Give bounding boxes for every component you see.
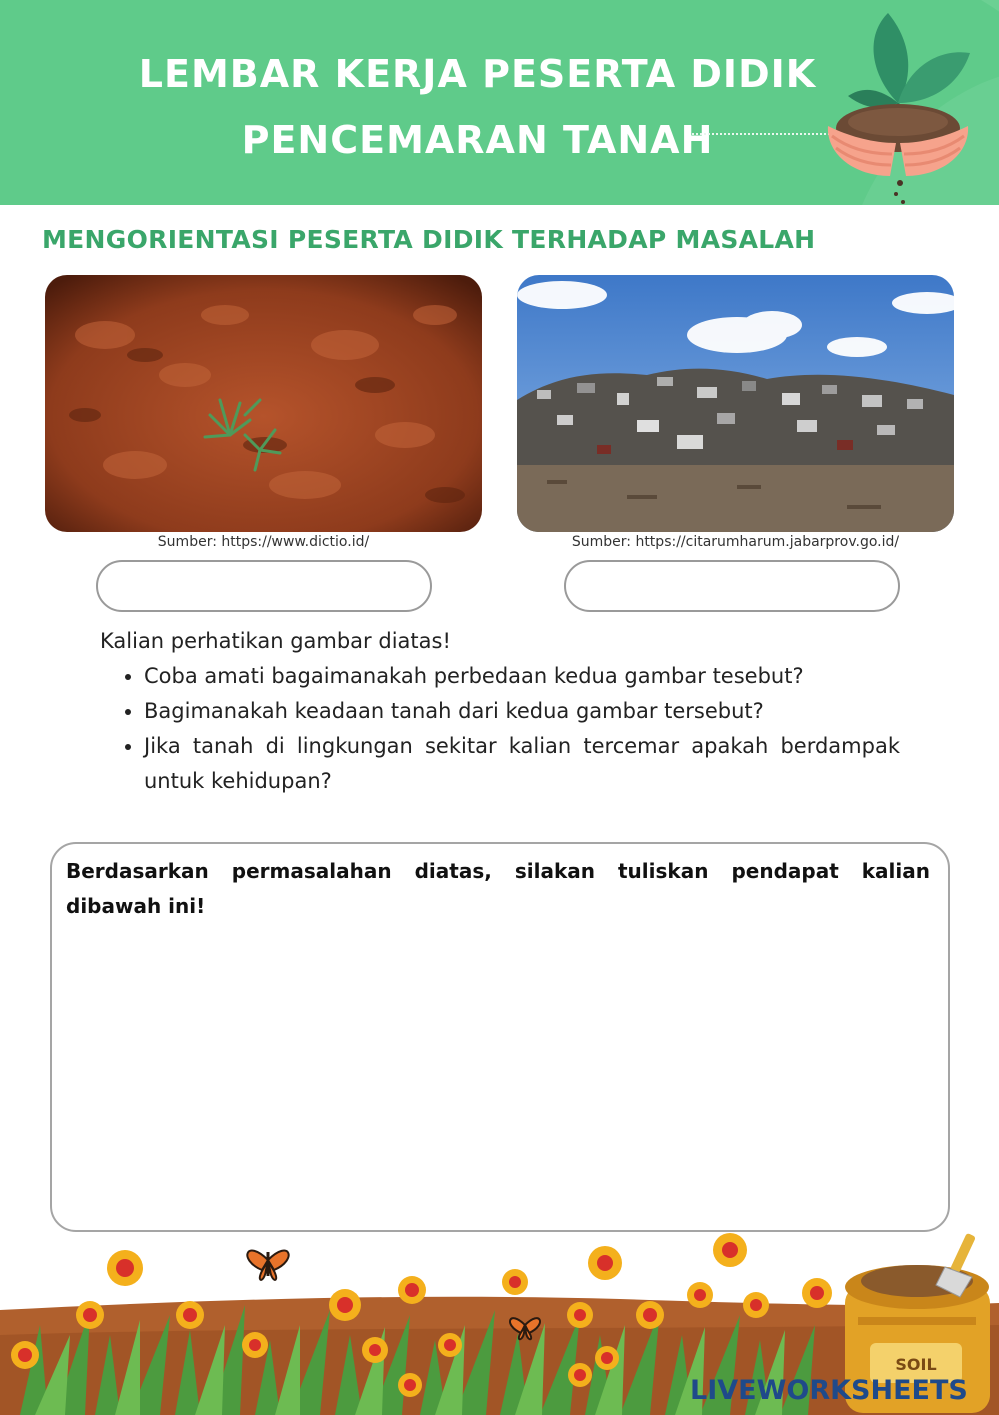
butterfly-icon — [247, 1251, 288, 1280]
liveworksheets-logo: LIVEWORKSHEETS — [690, 1375, 968, 1406]
left-photo-source: Sumber: https://www.dictio.id/ — [157, 534, 370, 550]
worksheet-title: LEMBAR KERJA PESERTA DIDIK — [138, 52, 817, 96]
question-item: • Bagimanakah keadaan tanah dari kedua gambar tersebut? — [144, 694, 900, 729]
header-banner — [0, 0, 999, 205]
right-photo-source: Sumber: https://citarumharum.jabarprov.go.id/ — [571, 534, 900, 550]
landfill-garbage-photo — [517, 275, 954, 532]
question-item: • Jika tanah di lingkungan sekitar kalian tercemar apakah berdampak untuk kehidupan? — [144, 729, 900, 799]
question-list — [100, 659, 900, 799]
worksheet-subtitle: PENCEMARAN TANAH — [241, 118, 714, 162]
soil-sack-label: SOIL — [895, 1355, 937, 1374]
red-soil-with-sprout-photo — [45, 275, 482, 532]
opinion-answer-area[interactable] — [50, 842, 950, 1232]
section-title: MENGORIENTASI PESERTA DIDIK TERHADAP MASALAH — [42, 225, 816, 254]
hands-holding-soil-icon — [818, 8, 978, 205]
right-photo-answer-field[interactable] — [564, 560, 900, 612]
question-item: • Coba amati bagaimanakah perbedaan kedua gambar tesebut? — [144, 659, 900, 694]
left-photo-answer-field[interactable] — [96, 560, 432, 612]
instructions-intro: Kalian perhatikan gambar diatas! — [100, 629, 451, 653]
opinion-prompt: Berdasarkan permasalahan diatas, silakan tuliskan pendapat kalian dibawah ini! — [66, 859, 930, 918]
instructions — [100, 624, 900, 799]
